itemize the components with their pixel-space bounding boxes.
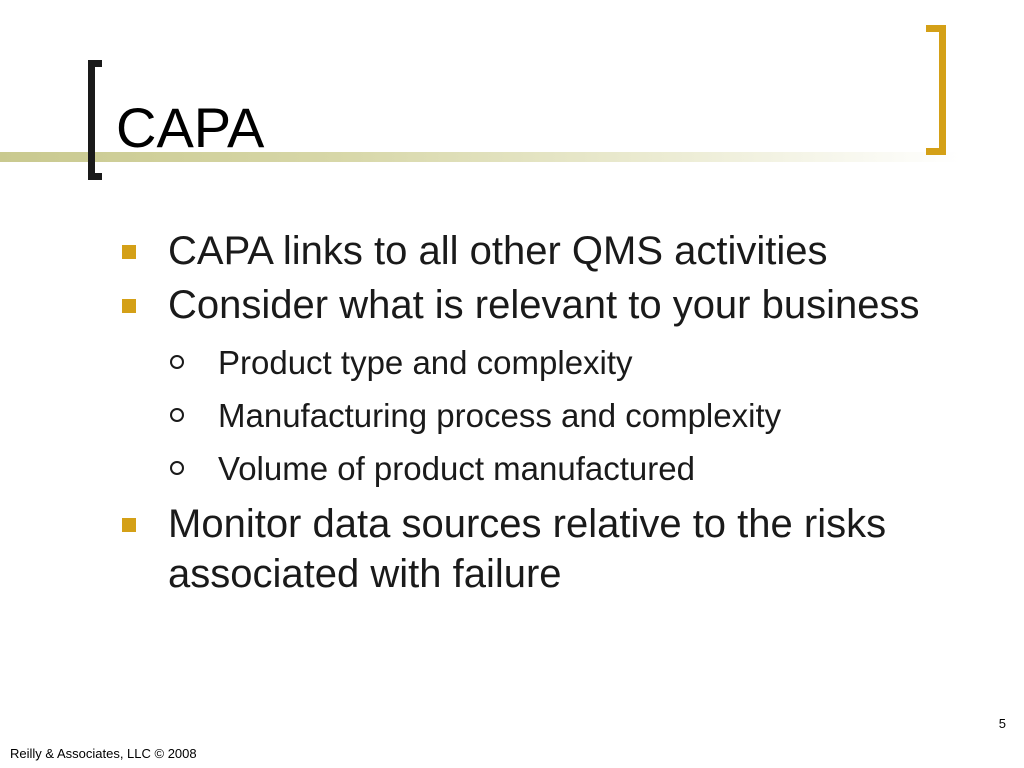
sub-bullet-item [168, 389, 978, 442]
square-bullet-icon [122, 299, 136, 313]
sub-bullet-text: Product type and complexity [218, 344, 633, 381]
sub-bullet-list [168, 336, 978, 495]
bullet-item [118, 499, 978, 599]
circle-bullet-icon [170, 408, 184, 422]
bullet-text: Monitor data sources relative to the risks associated with failure [168, 502, 887, 596]
footer-copyright: Reilly & Associates, LLC © 2008 [10, 746, 197, 761]
page-number: 5 [998, 716, 1006, 731]
bullet-list [118, 226, 978, 603]
sub-bullet-item [168, 336, 978, 389]
sub-bullet-text: Manufacturing process and complexity [218, 397, 782, 434]
circle-bullet-icon [170, 355, 184, 369]
sub-bullet-item [168, 442, 978, 495]
square-bullet-icon [122, 245, 136, 259]
bullet-text: Consider what is relevant to your business [168, 283, 920, 327]
circle-bullet-icon [170, 461, 184, 475]
slide-title: CAPA [116, 96, 265, 159]
left-bracket-decoration [88, 60, 102, 180]
bullet-text: CAPA links to all other QMS activities [168, 229, 828, 273]
bullet-item [118, 280, 978, 495]
bullet-item [118, 226, 978, 276]
square-bullet-icon [122, 518, 136, 532]
right-bracket-decoration [926, 25, 946, 155]
sub-bullet-text: Volume of product manufactured [218, 450, 695, 487]
